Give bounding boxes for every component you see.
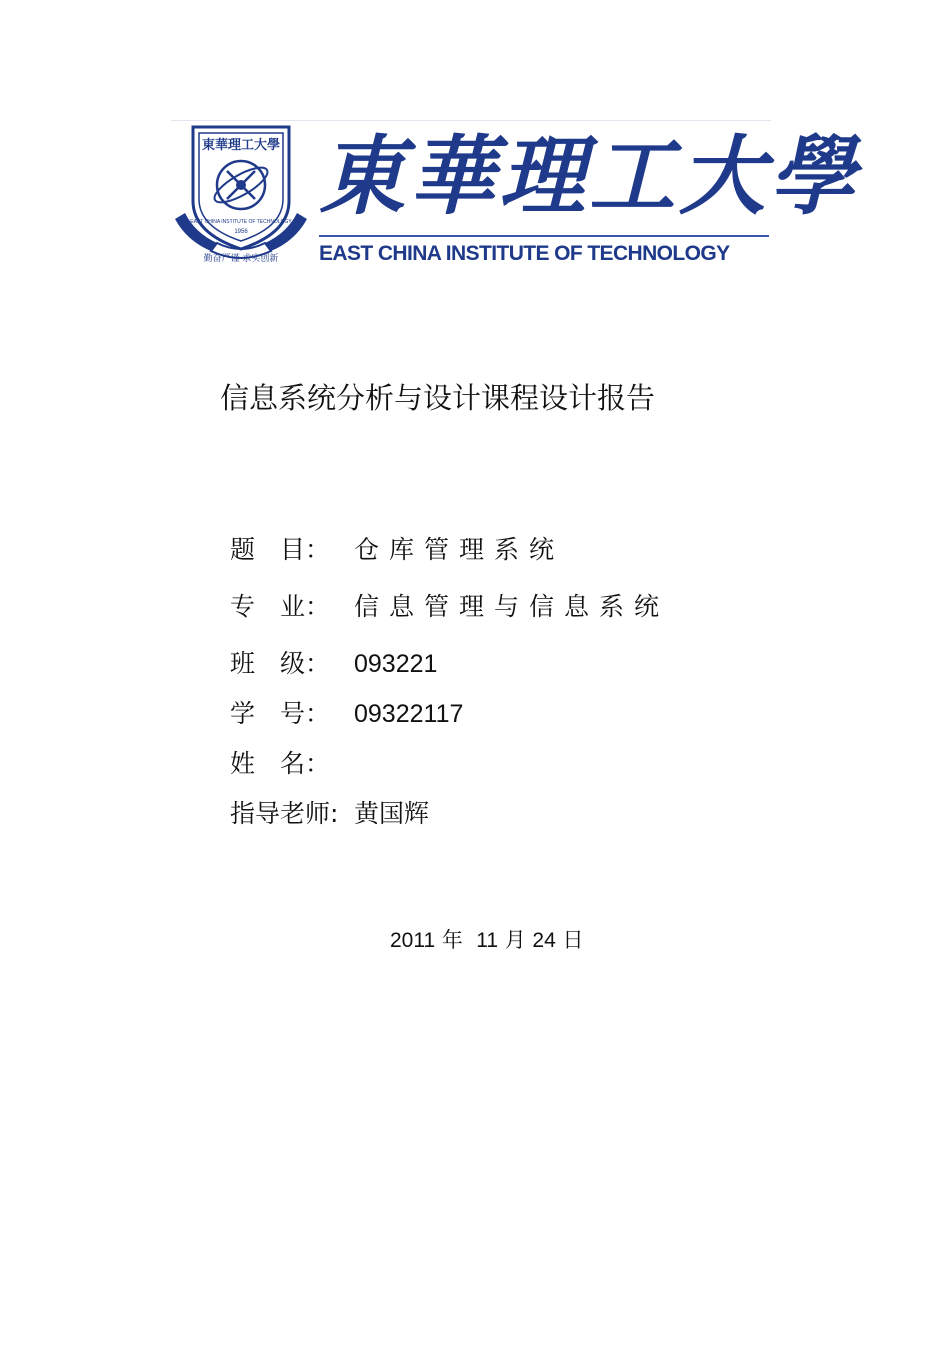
date-month: 11	[476, 929, 499, 952]
field-label: 姓 名：	[230, 749, 331, 778]
banner-divider	[319, 235, 769, 237]
field-value: 仓库管理系统	[354, 535, 565, 564]
field-value: 09322117	[354, 700, 464, 728]
field-label: 指导老师:	[230, 799, 339, 828]
university-name-en: EAST CHINA INSTITUTE OF TECHNOLOGY	[319, 242, 730, 265]
report-date	[390, 922, 583, 958]
university-seal-icon	[171, 123, 311, 267]
field-label: 学 号：	[230, 699, 331, 728]
seal-ring-text: EAST CHINA INSTITUTE OF TECHNOLOGY	[190, 219, 292, 225]
field-value: 黄国辉	[354, 799, 430, 828]
field-label: 专 业：	[230, 592, 331, 621]
field-label: 班 级：	[230, 649, 331, 678]
university-name-cn: 東華理工大學	[319, 126, 859, 227]
seal-top-text: 東華理工大學	[201, 138, 281, 153]
university-banner	[171, 120, 859, 266]
seal-year: 1956	[234, 229, 248, 235]
field-value: 信息管理与信息系统	[354, 592, 670, 621]
report-title: 信息系统分析与设计课程设计报告	[220, 381, 656, 415]
field-major	[230, 587, 669, 627]
field-value: 093221	[354, 650, 438, 678]
field-name	[230, 744, 354, 784]
seal-motto: 勤奋严谨 求实创新	[203, 254, 279, 264]
date-day-unit: 日	[562, 928, 584, 952]
field-student-id	[230, 694, 463, 734]
date-year-unit: 年	[441, 928, 463, 952]
field-label: 题 目：	[230, 535, 331, 564]
date-day: 24	[532, 929, 556, 952]
field-topic	[230, 530, 564, 570]
date-year: 2011	[390, 929, 436, 952]
date-month-unit: 月	[504, 928, 526, 952]
field-advisor	[230, 794, 429, 834]
field-class	[230, 644, 437, 684]
